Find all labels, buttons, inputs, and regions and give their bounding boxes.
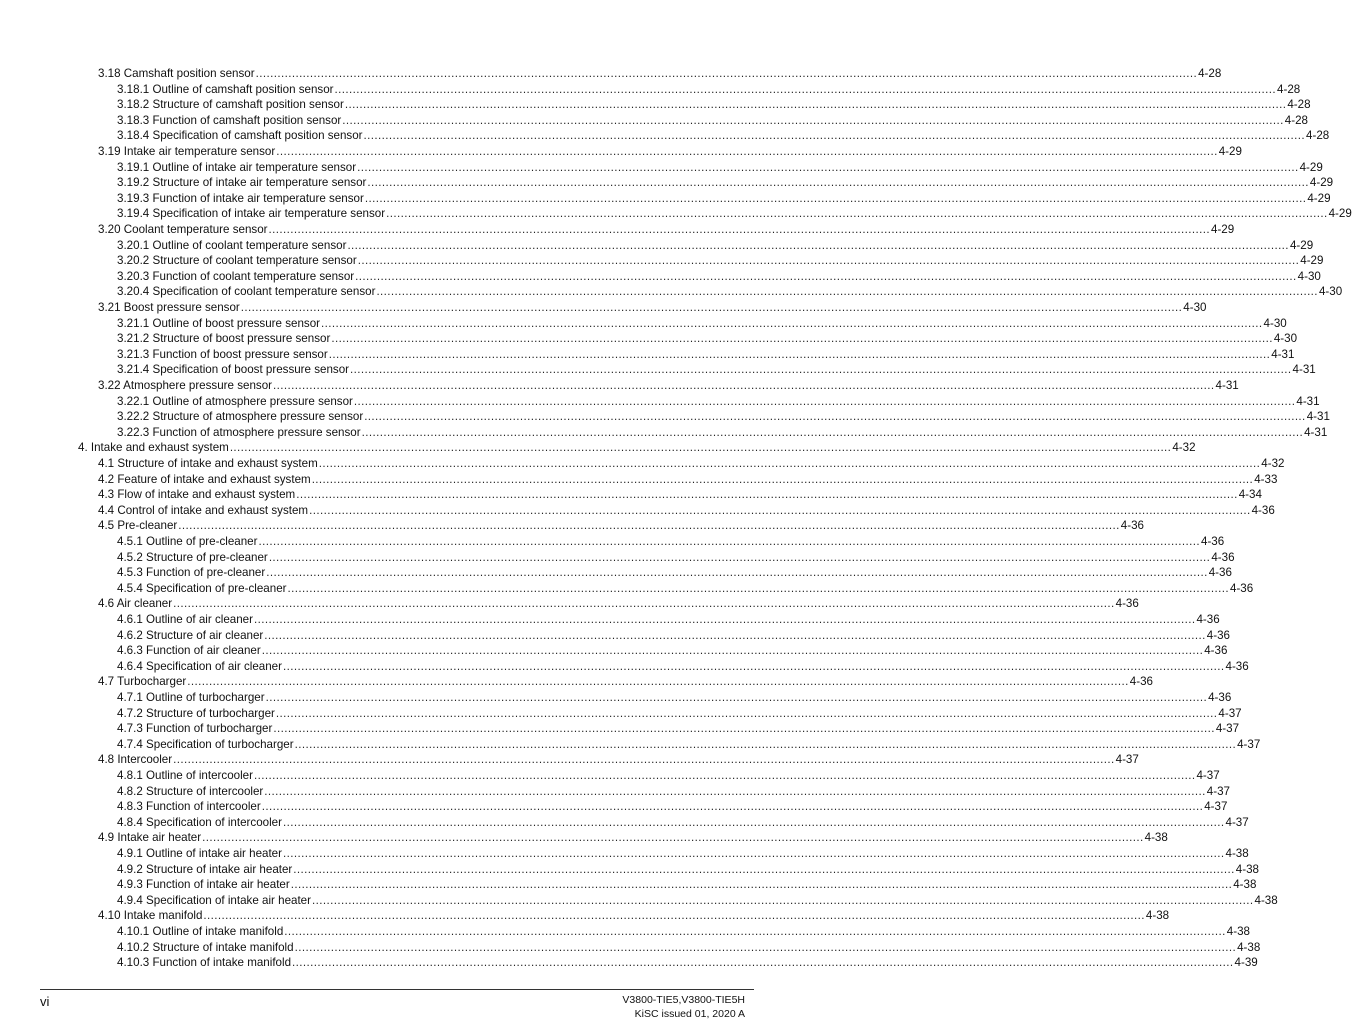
- toc-entry[interactable]: [117, 190, 1331, 205]
- issue-info: KiSC issued 01, 2020 A: [634, 1008, 745, 1020]
- toc-entry-page: 4-38: [1225, 847, 1249, 860]
- toc-entry-page: 4-37: [1115, 753, 1139, 767]
- toc-entry-page: 4-38: [1145, 909, 1170, 923]
- dot-leader: ....................................................................................................................................................................................................................................................................: [275, 706, 1218, 720]
- toc-entry[interactable]: [98, 751, 1139, 767]
- toc-entry-page: 4-28: [1306, 129, 1330, 143]
- dot-leader: ....................................................................................................................................................................................................................................................................: [357, 254, 1300, 268]
- dot-leader: ....................................................................................................................................................................................................................................................................: [265, 691, 1208, 704]
- dot-leader: ....................................................................................................................................................................................................................................................................: [342, 113, 1284, 127]
- toc-entry[interactable]: [98, 65, 1222, 80]
- toc-entry-title: 3.22.1 Outline of atmosphere pressure sensor: [117, 394, 353, 408]
- page-number: vi: [40, 994, 50, 1009]
- toc-entry-title: 3.19.4 Specification of intake air temperature sensor: [117, 207, 386, 221]
- toc-entry[interactable]: [117, 315, 1287, 330]
- toc-entry[interactable]: [117, 954, 1258, 970]
- dot-leader: ....................................................................................................................................................................................................................................................................: [229, 441, 1172, 455]
- dot-leader: ....................................................................................................................................................................................................................................................................: [258, 535, 1200, 548]
- toc-entry-page: 4-37: [1196, 769, 1220, 782]
- toc-entry[interactable]: [117, 611, 1220, 626]
- toc-entry-page: 4-29: [1309, 176, 1334, 190]
- toc-entry[interactable]: [117, 237, 1314, 252]
- dot-leader: ....................................................................................................................................................................................................................................................................: [268, 550, 1211, 564]
- toc-entry-page: 4-36: [1115, 597, 1139, 611]
- toc-entry[interactable]: [117, 861, 1260, 876]
- toc-entry-title: 4.7.4 Specification of turbocharger: [117, 737, 294, 751]
- toc-entry[interactable]: [117, 642, 1228, 658]
- toc-entry-title: 3.21.1 Outline of boost pressure sensor: [117, 316, 321, 330]
- toc-entry-title: 4.4 Control of intake and exhaust system: [98, 503, 309, 517]
- dot-leader: ....................................................................................................................................................................................................................................................................: [328, 347, 1271, 361]
- toc-entry-title: 3.19.2 Structure of intake air temperature sensor: [117, 176, 367, 190]
- dot-leader: ....................................................................................................................................................................................................................................................................: [264, 628, 1206, 642]
- toc-entry[interactable]: [117, 81, 1301, 96]
- dot-leader: ....................................................................................................................................................................................................................................................................: [273, 379, 1215, 392]
- toc-entry-title: 3.20.1 Outline of coolant temperature sensor: [117, 238, 347, 252]
- toc-entry-page: 4-32: [1261, 457, 1285, 470]
- dot-leader: ....................................................................................................................................................................................................................................................................: [344, 98, 1287, 112]
- toc-entry-page: 4-36: [1204, 644, 1228, 658]
- dot-leader: ....................................................................................................................................................................................................................................................................: [253, 613, 1196, 626]
- toc-entry-page: 4-36: [1225, 659, 1249, 673]
- dot-leader: ....................................................................................................................................................................................................................................................................: [312, 893, 1254, 907]
- toc-entry-title: 3.18.3 Function of camshaft position sensor: [117, 113, 342, 127]
- toc-entry-page: 4-32: [1172, 441, 1196, 455]
- toc-entry-page: 4-30: [1183, 301, 1207, 314]
- toc-entry-title: 4.10 Intake manifold: [98, 909, 203, 923]
- toc-entry[interactable]: [117, 408, 1330, 424]
- dot-leader: ....................................................................................................................................................................................................................................................................: [334, 82, 1277, 96]
- toc-entry-page: 4-38: [1237, 940, 1261, 954]
- dot-leader: ....................................................................................................................................................................................................................................................................: [276, 145, 1218, 158]
- toc-entry[interactable]: [98, 517, 1144, 533]
- toc-entry[interactable]: [117, 564, 1232, 580]
- toc-entry[interactable]: [117, 705, 1242, 720]
- toc-entry[interactable]: [98, 221, 1235, 236]
- dot-leader: ....................................................................................................................................................................................................................................................................: [309, 503, 1251, 517]
- toc-entry-page: 4-37: [1204, 800, 1228, 814]
- toc-entry-title: 4.6.3 Function of air cleaner: [117, 644, 261, 658]
- toc-entry[interactable]: [117, 268, 1321, 283]
- toc-entry-title: 3.21 Boost pressure sensor: [98, 301, 240, 314]
- toc-entry[interactable]: [78, 439, 1196, 455]
- dot-leader: ....................................................................................................................................................................................................................................................................: [294, 940, 1237, 954]
- toc-entry[interactable]: [117, 845, 1249, 860]
- dot-leader: ....................................................................................................................................................................................................................................................................: [178, 519, 1120, 533]
- toc-entry[interactable]: [117, 876, 1257, 892]
- toc-entry-page: 4-29: [1328, 207, 1352, 221]
- dot-leader: ....................................................................................................................................................................................................................................................................: [367, 176, 1309, 190]
- toc-entry-title: 4.8.3 Function of intercooler: [117, 800, 261, 814]
- toc-entry-page: 4-36: [1211, 550, 1235, 564]
- toc-entry-page: 4-29: [1307, 191, 1331, 205]
- dot-leader: ....................................................................................................................................................................................................................................................................: [261, 644, 1204, 658]
- toc-entry-title: 3.19.3 Function of intake air temperature sensor: [117, 191, 364, 205]
- toc-entry[interactable]: [117, 923, 1250, 938]
- dot-leader: ....................................................................................................................................................................................................................................................................: [273, 722, 1215, 736]
- toc-entry-title: 4.9.1 Outline of intake air heater: [117, 847, 282, 860]
- dot-leader: ....................................................................................................................................................................................................................................................................: [353, 394, 1296, 408]
- toc-entry[interactable]: [98, 829, 1168, 845]
- dot-leader: ....................................................................................................................................................................................................................................................................: [290, 878, 1233, 892]
- toc-entry-page: 4-38: [1254, 893, 1278, 907]
- toc-entry-page: 4-36: [1208, 691, 1232, 704]
- toc-entry-title: 4.5.4 Specification of pre-cleaner: [117, 581, 287, 595]
- toc-entry[interactable]: [98, 673, 1154, 689]
- toc-entry[interactable]: [117, 361, 1316, 377]
- toc-entry-title: 4.6.4 Specification of air cleaner: [117, 659, 282, 673]
- toc-entry-page: 4-29: [1218, 145, 1242, 158]
- toc-entry-page: 4-36: [1201, 535, 1225, 548]
- toc-entry[interactable]: [117, 814, 1249, 829]
- toc-entry[interactable]: [117, 252, 1324, 268]
- toc-entry-title: 4.7.2 Structure of turbocharger: [117, 706, 275, 720]
- toc-entry[interactable]: [98, 143, 1242, 158]
- toc-entry-page: 4-33: [1254, 472, 1278, 486]
- toc-entry-page: 4-28: [1277, 82, 1301, 96]
- document-code: V3800-TIE5,V3800-TIE5H: [622, 994, 745, 1006]
- toc-entry[interactable]: [117, 783, 1231, 798]
- toc-entry[interactable]: [117, 798, 1228, 814]
- toc-entry[interactable]: [98, 471, 1278, 486]
- dot-leader: ....................................................................................................................................................................................................................................................................: [364, 191, 1307, 205]
- toc-entry-title: 4.8 Intercooler: [98, 753, 173, 767]
- toc-entry[interactable]: [98, 299, 1207, 314]
- dot-leader: ....................................................................................................................................................................................................................................................................: [255, 67, 1198, 80]
- toc-entry-page: 4-36: [1230, 581, 1254, 595]
- dot-leader: ....................................................................................................................................................................................................................................................................: [363, 129, 1306, 143]
- toc-entry-title: 4.9.4 Specification of intake air heater: [117, 893, 311, 907]
- toc-entry-title: 4.10.1 Outline of intake manifold: [117, 925, 284, 938]
- toc-entry-page: 4-36: [1196, 613, 1220, 626]
- toc-entry-page: 4-31: [1292, 363, 1316, 377]
- toc-entry-title: 4.7.3 Function of turbocharger: [117, 722, 273, 736]
- toc-entry-page: 4-29: [1211, 223, 1235, 236]
- toc-entry-page: 4-36: [1206, 628, 1231, 642]
- toc-entry[interactable]: [117, 330, 1298, 346]
- toc-entry-page: 4-28: [1284, 113, 1308, 127]
- toc-entry-title: 4.5.1 Outline of pre-cleaner: [117, 535, 258, 548]
- toc-entry-title: 3.21.3 Function of boost pressure sensor: [117, 347, 328, 361]
- toc-entry-page: 4-36: [1129, 675, 1154, 689]
- dot-leader: ....................................................................................................................................................................................................................................................................: [173, 597, 1115, 611]
- dot-leader: ....................................................................................................................................................................................................................................................................: [283, 659, 1225, 673]
- toc-entry-title: 3.18.2 Structure of camshaft position sensor: [117, 98, 344, 112]
- toc-entry-title: 4.7.1 Outline of turbocharger: [117, 691, 265, 704]
- toc-entry-page: 4-31: [1215, 379, 1239, 392]
- dot-leader: ....................................................................................................................................................................................................................................................................: [202, 831, 1144, 845]
- toc-entry-title: 3.18 Camshaft position sensor: [98, 67, 255, 80]
- toc-entry-title: 4.6.2 Structure of air cleaner: [117, 628, 264, 642]
- toc-entry[interactable]: [117, 580, 1254, 595]
- toc-entry-page: 4-37: [1206, 784, 1231, 798]
- dot-leader: ....................................................................................................................................................................................................................................................................: [268, 223, 1210, 236]
- dot-leader: ....................................................................................................................................................................................................................................................................: [376, 285, 1318, 299]
- toc-entry[interactable]: [117, 346, 1295, 361]
- dot-leader: ....................................................................................................................................................................................................................................................................: [283, 847, 1225, 860]
- toc-entry-page: 4-28: [1287, 98, 1311, 112]
- toc-entry-title: 3.20 Coolant temperature sensor: [98, 223, 268, 236]
- dot-leader: ....................................................................................................................................................................................................................................................................: [187, 675, 1129, 689]
- toc-entry-title: 3.20.2 Structure of coolant temperature sensor: [117, 254, 357, 268]
- dot-leader: ....................................................................................................................................................................................................................................................................: [253, 769, 1196, 782]
- dot-leader: ....................................................................................................................................................................................................................................................................: [287, 581, 1229, 595]
- dot-leader: ....................................................................................................................................................................................................................................................................: [347, 238, 1289, 252]
- toc-entry-title: 4.6 Air cleaner: [98, 597, 173, 611]
- toc-entry-title: 3.18.1 Outline of camshaft position sensor: [117, 82, 334, 96]
- toc-entry-title: 4. Intake and exhaust system: [78, 441, 229, 455]
- toc-entry[interactable]: [117, 127, 1330, 143]
- dot-leader: ....................................................................................................................................................................................................................................................................: [240, 301, 1183, 314]
- toc-entry-title: 4.10.2 Structure of intake manifold: [117, 940, 294, 954]
- toc-entry-title: 3.21.4 Specification of boost pressure sensor: [117, 363, 350, 377]
- dot-leader: ....................................................................................................................................................................................................................................................................: [203, 909, 1145, 923]
- toc-entry-title: 4.3 Flow of intake and exhaust system: [98, 488, 296, 502]
- toc-entry-page: 4-31: [1306, 410, 1330, 424]
- toc-entry-title: 3.21.2 Structure of boost pressure sensor: [117, 332, 331, 346]
- dot-leader: ....................................................................................................................................................................................................................................................................: [266, 566, 1208, 580]
- toc-entry-title: 4.9 Intake air heater: [98, 831, 202, 845]
- toc-entry-title: 3.22.2 Structure of atmosphere pressure sensor: [117, 410, 364, 424]
- toc-entry[interactable]: [117, 767, 1220, 782]
- toc-entry-title: 4.2 Feature of intake and exhaust system: [98, 472, 311, 486]
- toc-entry-title: 4.5 Pre-cleaner: [98, 519, 178, 533]
- dot-leader: ....................................................................................................................................................................................................................................................................: [321, 316, 1263, 330]
- toc-entry[interactable]: [98, 907, 1170, 923]
- dot-leader: ....................................................................................................................................................................................................................................................................: [173, 753, 1115, 767]
- toc-entry-title: 4.5.2 Structure of pre-cleaner: [117, 550, 268, 564]
- toc-entry[interactable]: [117, 96, 1311, 112]
- toc-entry-page: 4-30: [1273, 332, 1298, 346]
- toc-entry-title: 4.1 Structure of intake and exhaust system: [98, 457, 318, 470]
- toc-entry-title: 4.8.1 Outline of intercooler: [117, 769, 253, 782]
- toc-entry-title: 4.7 Turbocharger: [98, 675, 187, 689]
- toc-entry-title: 4.8.4 Specification of intercooler: [117, 815, 282, 829]
- toc-entry-title: 3.22.3 Function of atmosphere pressure sensor: [117, 425, 361, 439]
- dot-leader: ....................................................................................................................................................................................................................................................................: [261, 800, 1204, 814]
- toc-entry[interactable]: [117, 174, 1334, 190]
- toc-entry-title: 4.8.2 Structure of intercooler: [117, 784, 264, 798]
- toc-entry[interactable]: [98, 486, 1262, 502]
- toc-entry[interactable]: [117, 939, 1261, 954]
- toc-entry[interactable]: [117, 205, 1352, 221]
- toc-entry-page: 4-38: [1226, 925, 1250, 938]
- toc-entry-title: 3.20.4 Specification of coolant temperature sensor: [117, 285, 376, 299]
- toc-entry-page: 4-38: [1235, 862, 1260, 876]
- toc-entry[interactable]: [117, 533, 1225, 548]
- toc-entry-page: 4-37: [1237, 737, 1261, 751]
- dot-leader: ....................................................................................................................................................................................................................................................................: [296, 488, 1238, 502]
- toc-entry-title: 4.10.3 Function of intake manifold: [117, 956, 292, 970]
- dot-leader: ....................................................................................................................................................................................................................................................................: [294, 737, 1237, 751]
- toc-entry-title: 3.22 Atmosphere pressure sensor: [98, 379, 273, 392]
- toc-entry-page: 4-38: [1144, 831, 1168, 845]
- toc-entry-page: 4-29: [1289, 238, 1314, 252]
- toc-entry-title: 4.9.2 Structure of intake air heater: [117, 862, 293, 876]
- dot-leader: ....................................................................................................................................................................................................................................................................: [355, 269, 1297, 283]
- toc-entry[interactable]: [117, 658, 1249, 673]
- dot-leader: ....................................................................................................................................................................................................................................................................: [292, 956, 1234, 970]
- toc-entry-page: 4-30: [1297, 269, 1321, 283]
- toc-entry-title: 4.5.3 Function of pre-cleaner: [117, 566, 266, 580]
- toc-entry-page: 4-31: [1296, 394, 1320, 408]
- dot-leader: ....................................................................................................................................................................................................................................................................: [284, 925, 1226, 938]
- toc-entry-page: 4-30: [1318, 285, 1343, 299]
- toc-entry-title: 3.19.1 Outline of intake air temperature sensor: [117, 160, 357, 174]
- footer-divider: [40, 989, 754, 990]
- toc-entry-page: 4-29: [1299, 160, 1323, 174]
- toc-entry-page: 4-31: [1304, 425, 1328, 439]
- toc-entry-title: 3.19 Intake air temperature sensor: [98, 145, 276, 158]
- toc-entry[interactable]: [117, 627, 1231, 642]
- toc-entry[interactable]: [98, 595, 1139, 611]
- toc-entry-page: 4-36: [1251, 503, 1275, 517]
- toc-entry[interactable]: [117, 159, 1323, 174]
- toc-entry[interactable]: [117, 112, 1308, 127]
- toc-entry-page: 4-29: [1300, 254, 1324, 268]
- dot-leader: ....................................................................................................................................................................................................................................................................: [386, 207, 1328, 221]
- toc-entry[interactable]: [98, 502, 1275, 517]
- toc-entry-page: 4-30: [1263, 316, 1287, 330]
- dot-leader: ....................................................................................................................................................................................................................................................................: [311, 472, 1254, 486]
- toc-entry[interactable]: [117, 283, 1343, 299]
- toc-entry[interactable]: [117, 549, 1235, 564]
- toc-entry-page: 4-36: [1208, 566, 1232, 580]
- toc-entry-title: 3.18.4 Specification of camshaft position sensor: [117, 129, 363, 143]
- toc-entry[interactable]: [98, 377, 1239, 392]
- dot-leader: ....................................................................................................................................................................................................................................................................: [264, 784, 1206, 798]
- dot-leader: ....................................................................................................................................................................................................................................................................: [350, 363, 1292, 377]
- toc-entry-title: 4.9.3 Function of intake air heater: [117, 878, 290, 892]
- toc-entry-title: 3.20.3 Function of coolant temperature sensor: [117, 269, 355, 283]
- toc-entry-page: 4-37: [1218, 706, 1242, 720]
- toc-entry-page: 4-31: [1271, 347, 1295, 361]
- toc-entry[interactable]: [117, 736, 1261, 751]
- dot-leader: ....................................................................................................................................................................................................................................................................: [364, 410, 1306, 424]
- dot-leader: ....................................................................................................................................................................................................................................................................: [357, 160, 1299, 174]
- toc-entry-title: 4.6.1 Outline of air cleaner: [117, 613, 253, 626]
- toc-entry-page: 4-38: [1233, 878, 1257, 892]
- toc-entry[interactable]: [117, 424, 1328, 439]
- dot-leader: ....................................................................................................................................................................................................................................................................: [331, 332, 1273, 346]
- dot-leader: ....................................................................................................................................................................................................................................................................: [293, 862, 1235, 876]
- toc-entry-page: 4-37: [1225, 815, 1249, 829]
- toc-entry[interactable]: [117, 393, 1320, 408]
- toc-entry-page: 4-34: [1238, 488, 1262, 502]
- dot-leader: ....................................................................................................................................................................................................................................................................: [283, 815, 1225, 829]
- toc-entry[interactable]: [117, 720, 1240, 736]
- toc-entry-page: 4-37: [1215, 722, 1240, 736]
- dot-leader: ....................................................................................................................................................................................................................................................................: [318, 457, 1261, 470]
- toc-entry-page: 4-28: [1198, 67, 1222, 80]
- toc-entry[interactable]: [98, 455, 1285, 470]
- toc-entry[interactable]: [117, 892, 1278, 907]
- toc-entry-page: 4-39: [1234, 956, 1258, 970]
- toc-entry-page: 4-36: [1120, 519, 1144, 533]
- dot-leader: ....................................................................................................................................................................................................................................................................: [361, 425, 1304, 439]
- toc-entry[interactable]: [117, 689, 1232, 704]
